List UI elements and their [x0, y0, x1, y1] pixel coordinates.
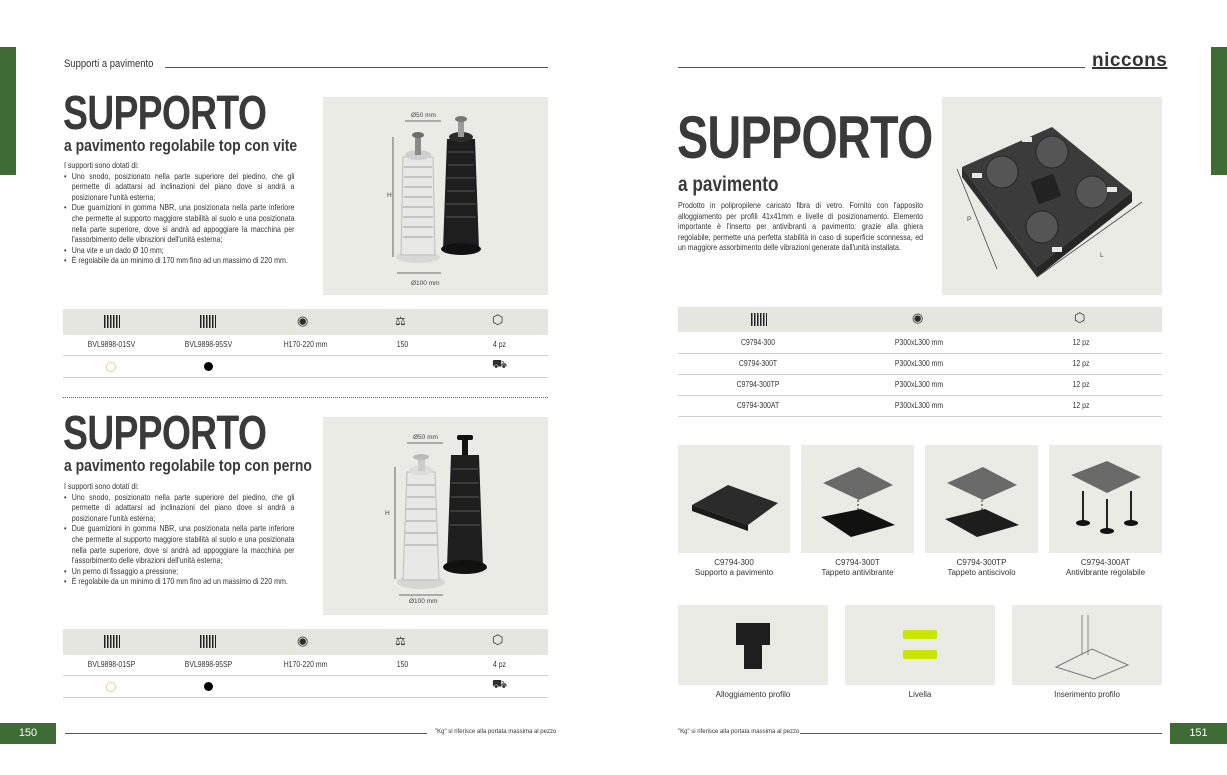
header-rule: [678, 67, 1085, 68]
product2-bullet: • È regolabile da un minimo di 170 mm fino ad un massimo di 220 mm.: [64, 577, 294, 588]
variant-image: [801, 445, 914, 553]
product2-intro: I supporti sono dotati di:: [64, 482, 139, 491]
brand-logo: niccons: [1092, 50, 1168, 71]
table-divider: [63, 377, 548, 378]
tape-measure-icon: ◉: [297, 633, 309, 648]
product1-bullet: • È regolabile da un minimo di 170 mm fino ad un massimo di 220 mm.: [64, 256, 294, 267]
variant-code: C9794-300T: [835, 558, 880, 567]
barcode-icon: [104, 315, 120, 328]
box-icon: ⬡: [492, 312, 504, 327]
variant-image: [1049, 445, 1162, 553]
variant-image: [678, 445, 790, 553]
page-number-right: 151: [1170, 723, 1227, 744]
product-table-header: [678, 307, 1162, 332]
product2-bullet: • Uno snodo, posizionato nella parte superiore del piedino, che gli permette di adattarsi ad inclinazioni del piano dove si andrà a posizionare l'unità esterna;: [64, 493, 294, 525]
pallet-icon: ⛟: [492, 357, 508, 371]
pallet-icon: ⛟: [492, 677, 508, 691]
accessory-image: [1012, 605, 1162, 685]
variant-name: Antivibrante regolabile: [1065, 568, 1146, 577]
table-cell: P300xL300 mm: [894, 401, 944, 410]
dim-bottom-label: Ø100 mm: [409, 598, 438, 605]
variant-code: C9794-300: [714, 558, 754, 567]
table-cell: C9794-300TP: [736, 380, 780, 389]
dim-top-label: Ø50 mm: [411, 112, 436, 119]
table-divider: [678, 353, 1162, 354]
page-number-left: 150: [0, 723, 56, 744]
table-divider: [678, 395, 1162, 396]
barcode-icon: [104, 635, 120, 648]
dim-height-label: H: [387, 192, 392, 199]
right-edge-tab: [1211, 47, 1227, 175]
table-cell: 12 pz: [1072, 359, 1090, 368]
product1-subtitle: a pavimento regolabile top con vite: [64, 136, 298, 155]
table-cell: 12 pz: [1072, 380, 1090, 389]
product2-subtitle: a pavimento regolabile top con perno: [64, 456, 312, 475]
dim-top-label: Ø50 mm: [413, 434, 438, 441]
section-header: Supporti a pavimento: [64, 58, 154, 70]
table-cell: 150: [396, 660, 409, 669]
product1-bullet: • Due guarnizioni in gomma NBR, una posizionata nella parte inferiore che permette al supporto maggiore stabilità al suolo e una posizionata nella parte superiore, dove si andrà ad appoggiare la macchina per l'assorbimento delle vibrazioni dell'unità esterna;: [64, 203, 294, 245]
color-swatch-black: [204, 682, 213, 691]
footer-rule: [800, 733, 1162, 734]
product1-description: [64, 161, 294, 267]
product2-bullet: • Due guarnizioni in gomma NBR, una posizionata nella parte inferiore che permette al supporto maggiore stabilità al suolo e una posizionata nella parte superiore, dove si andrà ad appoggiare la macchina per l'assorbimento delle vibrazioni dell'unità esterna;: [64, 524, 294, 566]
variant-code: C9794-300AT: [1080, 558, 1131, 567]
product1-bullet: • Uno snodo, posizionato nella parte superiore del piedino, che gli permette di adattarsi ad inclinazioni del piano dove si andrà a posizionare l'unità esterna;: [64, 172, 294, 204]
table-cell: P300xL300 mm: [894, 338, 944, 347]
variant-name: Tappeto antivibrante: [821, 568, 894, 577]
weight-icon: ⚖: [395, 314, 406, 328]
table-cell: C9794-300AT: [736, 401, 780, 410]
table-cell: H170-220 mm: [283, 660, 328, 669]
table-divider: [63, 675, 548, 676]
table-cell: P300xL300 mm: [894, 380, 944, 389]
table-cell: BVL9898-01SP: [87, 660, 136, 669]
table-cell: 4 pz: [492, 340, 507, 349]
variant-caption: [925, 558, 1038, 578]
tape-measure-icon: ◉: [297, 313, 309, 328]
header-rule: [165, 67, 548, 68]
product1-intro: I supporti sono dotati di:: [64, 161, 139, 170]
dim-l-label: L: [1100, 252, 1104, 259]
product-subtitle: a pavimento: [678, 173, 779, 196]
table-cell: C9794-300T: [738, 359, 778, 368]
table-cell: 12 pz: [1072, 338, 1090, 347]
barcode-icon: [751, 313, 767, 326]
variant-caption: [1049, 558, 1162, 578]
table-cell: H170-220 mm: [283, 340, 328, 349]
table-cell: 4 pz: [492, 660, 507, 669]
product1-bullets: [64, 172, 294, 267]
table-divider: [63, 697, 548, 698]
product2-bullet: • Un perno di fissaggio a pressione;: [64, 567, 294, 578]
product1-image: [323, 97, 548, 295]
dim-p-label: P: [967, 216, 972, 223]
variant-caption: [801, 558, 914, 578]
product1-bullet: • Una vite e un dado Ø 10 mm;: [64, 246, 294, 257]
box-icon: ⬡: [1074, 310, 1086, 325]
product2-table-header: [63, 629, 548, 655]
accessory-caption: Alloggiamento profilo: [715, 690, 791, 699]
weight-icon: ⚖: [395, 634, 406, 648]
product-image: [942, 97, 1162, 295]
table-divider: [678, 416, 1162, 417]
product1-table-header: [63, 309, 548, 335]
color-swatch-white: [106, 682, 116, 692]
table-divider: [678, 374, 1162, 375]
table-cell: BVL9898-01SV: [87, 340, 136, 349]
box-icon: ⬡: [492, 632, 504, 647]
product-title: SUPPORTO: [677, 104, 933, 171]
product1-title: SUPPORTO: [63, 87, 267, 140]
accessory-image: [678, 605, 828, 685]
barcode-icon: [200, 315, 216, 328]
section-separator: [63, 397, 548, 398]
table-cell: 12 pz: [1072, 401, 1090, 410]
footnote-left: "Kg" si riferisce alla portata massima al pezzo: [435, 729, 557, 735]
footnote-right: "Kg" si riferisce alla portata massima al pezzo: [678, 729, 800, 735]
variant-code: C9794-300TP: [956, 558, 1007, 567]
variant-image: [925, 445, 1038, 553]
product-description: Prodotto in polipropilene caricato fibra di vetro. Fornito con l'apposito alloggiamento per profili 41x41mm e livelle di posizionamento. Elemento importante è l'inserto per antivibranti a pavimento: grazie alla ghiera regolabile, permette una perfetta stabilità in caso di superficie sconnessa, ed un maggiore assorbimento delle vibrazioni generate dall'unità installata.: [678, 201, 924, 253]
table-cell: BVL9898-95SP: [184, 660, 233, 669]
dim-height-label: H: [385, 510, 390, 517]
color-swatch-white: [106, 362, 116, 372]
table-cell: P300xL300 mm: [894, 359, 944, 368]
variant-caption: [678, 558, 790, 578]
dim-bottom-label: Ø100 mm: [411, 280, 440, 287]
product2-description: [64, 482, 294, 588]
table-cell: 150: [396, 340, 409, 349]
product2-image: [323, 417, 548, 615]
left-edge-tab: [0, 47, 16, 175]
variant-name: Supporto a pavimento: [694, 568, 774, 577]
table-cell: C9794-300: [740, 338, 776, 347]
accessory-image: [845, 605, 995, 685]
color-swatch-black: [204, 362, 213, 371]
accessory-caption: Livella: [908, 690, 932, 699]
product2-bullets: [64, 493, 294, 588]
tape-measure-icon: ◉: [912, 310, 924, 325]
accessory-caption: Inserimento profilo: [1054, 690, 1120, 699]
variant-name: Tappeto antiscivolo: [947, 568, 1016, 577]
table-cell: BVL9898-95SV: [184, 340, 233, 349]
product2-title: SUPPORTO: [63, 407, 267, 460]
table-divider: [63, 355, 548, 356]
footer-rule: [65, 733, 427, 734]
barcode-icon: [200, 635, 216, 648]
